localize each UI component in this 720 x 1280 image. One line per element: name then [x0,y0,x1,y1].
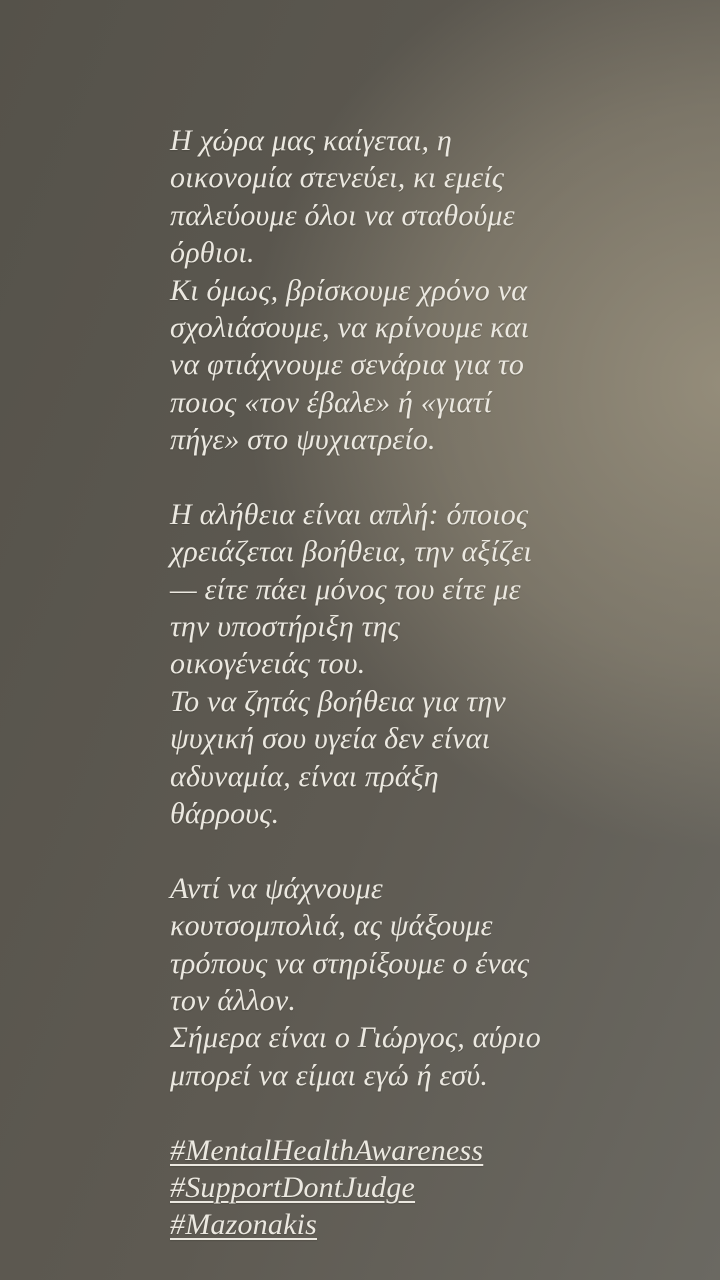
text-line: πήγε» στο ψυχιατρείο. [170,423,436,457]
text-line: Το να ζητάς βοήθεια για την [170,684,506,718]
text-line: σχολιάσουμε, να κρίνουμε και [170,310,530,344]
text-line: Η χώρα μας καίγεται, η [170,124,453,157]
text-line: κουτσομπολιά, ας ψάξουμε [170,909,493,943]
text-line: μπορεί να είμαι εγώ ή εσύ. [170,1058,489,1092]
text-line: οικογένειάς του. [170,647,366,681]
paragraph-gap [170,832,570,869]
story-text-block [170,122,570,1244]
text-line: παλεύουμε όλοι να σταθούμε [170,198,515,232]
text-line: ψυχική σου υγεία δεν είναι [170,722,491,756]
text-line: όρθιοι. [170,236,255,270]
text-line: χρειάζεται βοήθεια, την αξίζει [170,535,532,569]
text-line: Η αλήθεια είναι απλή: όποιος [170,497,529,531]
text-line: Κι όμως, βρίσκουμε χρόνο να [170,273,528,307]
hashtag-link[interactable]: #MentalHealthAwareness [170,1133,484,1167]
text-line: οικονομία στενεύει, κι εμείς [170,161,505,195]
hashtag-link[interactable]: #Mazonakis [170,1208,317,1242]
text-line: ποιος «τον έβαλε» ή «γιατί [170,385,492,419]
paragraph-gap [170,1094,570,1131]
text-line: τον άλλον. [170,983,297,1017]
text-line: θάρρους. [170,797,280,831]
text-line: τρόπους να στηρίξουμε ο ένας [170,946,530,980]
hashtag-link[interactable]: #SupportDontJudge [170,1170,416,1204]
paragraph-gap [170,459,570,496]
text-line: να φτιάχνουμε σενάρια για το [170,348,525,382]
text-line: — είτε πάει μόνος του είτε με [170,572,521,606]
text-line: Αντί να ψάχνουμε [170,871,383,905]
text-line: Σήμερα είναι ο Γιώργος, αύριο [170,1021,541,1055]
text-line: αδυναμία, είναι πράξη [170,759,439,793]
text-line: την υποστήριξη της [170,610,401,644]
